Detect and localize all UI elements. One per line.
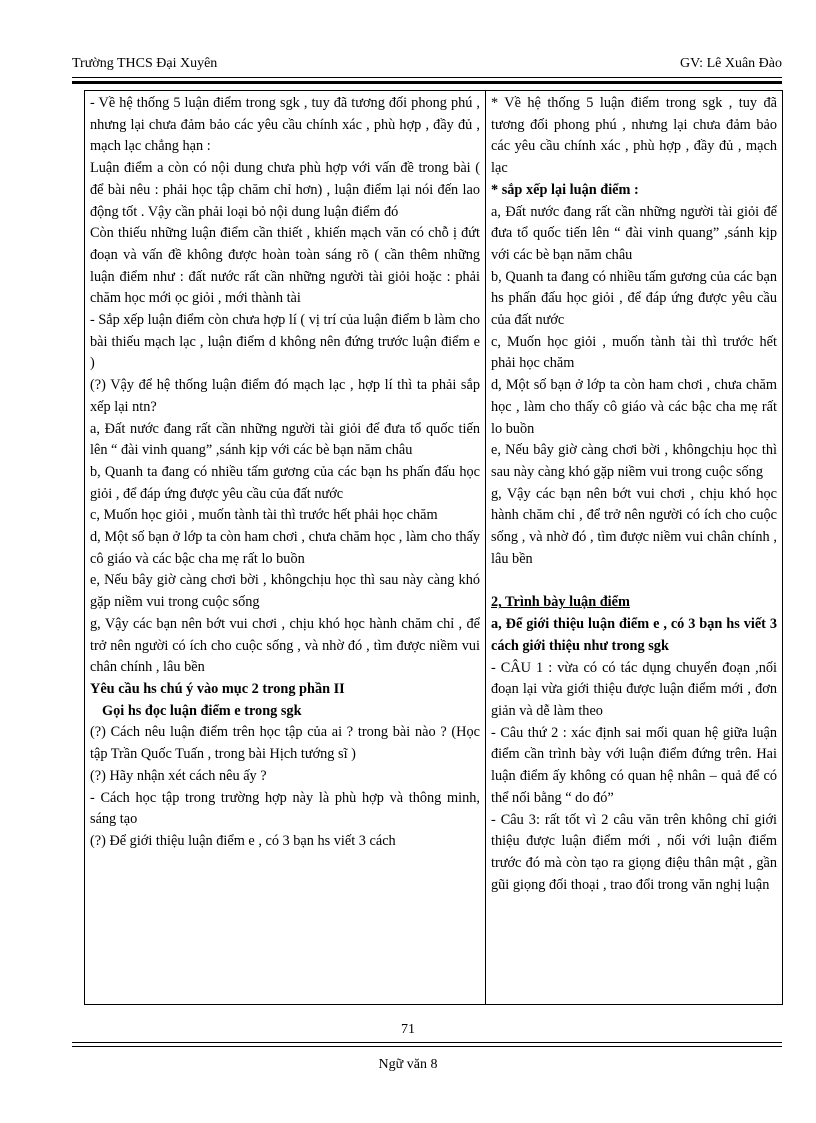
instruction-heading: Yêu cầu hs chú ý vào mục 2 trong phần II xyxy=(90,680,345,697)
spacer xyxy=(491,570,777,592)
point-c: c, Muốn học giỏi , muốn tành tài thì trước hết phải học chăm xyxy=(491,333,777,372)
point-g: g, Vậy các bạn nên bớt vui chơi , chịu khó học hành chăm chỉ , để trở nên người có ích cho cuộc sống , và nhờ đó , tìm được niềm vui chân chính , lâu bền xyxy=(90,615,480,676)
point-b: b, Quanh ta đang có nhiều tấm gương của các bạn hs phấn đấu học giỏi , để đáp ứng được yêu cầu của đất nước xyxy=(90,463,480,502)
footer-rule xyxy=(72,1042,782,1043)
teacher-name: GV: Lê Xuân Đào xyxy=(680,56,782,71)
point-c: c, Muốn học giỏi , muốn tành tài thì trước hết phải học chăm xyxy=(90,507,438,524)
point-a: a, Đất nước đang rất cần những người tài giỏi để đưa tổ quốc tiến lên “ đài vinh quang” ,sánh kịp với các bè bạn năm châu xyxy=(491,203,777,263)
lesson-row xyxy=(85,91,783,1005)
subsection-heading: a, Để giới thiệu luận điểm e , có 3 bạn hs viết 3 cách giới thiệu như trong sgk xyxy=(491,616,777,654)
header-rule-thin xyxy=(72,77,782,78)
question: (?) Hãy nhận xét cách nêu ấy ? xyxy=(90,767,267,784)
instruction-subheading: Gọi hs đọc luận điểm e trong sgk xyxy=(102,702,302,719)
school-name: Trường THCS Đại Xuyên xyxy=(72,56,218,71)
question: (?) Để giới thiệu luận điểm e , có 3 bạn hs viết 3 cách xyxy=(90,832,396,849)
paragraph: - CÂU 1 : vừa có có tác dụng chuyển đoạn ,nối đoạn lại vừa giới thiệu được luận điểm mới , đơn giản và dễ làm theo xyxy=(491,659,777,719)
question: (?) Cách nêu luận điểm trên học tập của ai ? trong bài nào ? (Học tập Trần Quốc Tuấn , trong bài Hịch tướng sĩ ) xyxy=(90,724,480,763)
section-heading: * sắp xếp lại luận điểm : xyxy=(491,181,639,198)
header-rule-thick xyxy=(72,81,782,84)
point-a: a, Đất nước đang rất cần những người tài giỏi để đưa tổ quốc tiến lên “ đài vinh quang” ,sánh kịp với các bè bạn năm châu xyxy=(90,420,480,459)
footer-subject: Ngữ văn 8 xyxy=(378,1057,438,1072)
point-e: e, Nếu bây giờ càng chơi bời , khôngchịu học thì sau này càng khó gặp niềm vui trong cuộc sống xyxy=(491,442,777,480)
question: (?) Vậy để hệ thống luận điểm đó mạch lạc , hợp lí thì ta phải sắp xếp lại ntn? xyxy=(90,377,480,415)
point-d: d, Một số bạn ở lớp ta còn ham chơi , chưa chăm học , làm cho thấy cô giáo và các bậc cha mẹ rất lo buồn xyxy=(491,377,777,437)
paragraph: - Câu thứ 2 : xác định sai mối quan hệ giữa luận điểm cần trình bày với luận điểm đứng trên. Hai luận điểm ấy không có quan hệ nhân – quả để có thể nối bằng “ do đó” xyxy=(491,724,777,806)
point-e: e, Nếu bây giờ càng chơi bời , khôngchịu học thì sau này càng khó gặp niềm vui trong cuộc sống xyxy=(90,572,480,611)
student-activity-column xyxy=(486,91,783,1005)
point-g: g, Vậy các bạn nên bớt vui chơi , chịu khó học hành chăm chỉ , để trở nên người có ích cho cuộc sống , và nhờ đó , tìm được niềm vui chân chính , lâu bền xyxy=(491,485,777,567)
paragraph: * Về hệ thống 5 luận điểm trong sgk , tuy đã tương đối phong phú , nhưng lại chưa đảm bảo các yêu cầu chính xác , phù hợp , đầy đủ , mạch lạc xyxy=(491,95,777,177)
page-header xyxy=(72,56,782,78)
paragraph: Còn thiếu những luận điểm cần thiết , khiến mạch văn có chỗ ị đứt đoạn và vấn đề không được hoàn toàn sáng rõ ( cần thêm những luận điểm như : đất nước rất cần những người tài giỏi hoặc : phải chăm học mới ọc giỏi , mới thành tài xyxy=(90,225,480,307)
paragraph: - Câu 3: rất tốt vì 2 câu văn trên không chỉ giới thiệu được luận điểm mới , nối với luận điểm trước đó mà còn tạo ra giọng điệu thân mật , gần gũi giọng đối thoại , trao đổi trong văn nghị luận xyxy=(491,811,777,893)
point-b: b, Quanh ta đang có nhiều tấm gương của các bạn hs phấn đấu học giỏi , để đáp ứng được yêu cầu của đất nước xyxy=(491,268,777,329)
teacher-activity-column xyxy=(85,91,486,1005)
lesson-table xyxy=(84,90,783,1005)
point-d: d, Một số bạn ở lớp ta còn ham chơi , chưa chăm học , làm cho thấy cô giáo và các bậc cha mẹ rất lo buồn xyxy=(90,529,480,567)
footer-rule xyxy=(72,1046,782,1047)
paragraph: - Cách học tập trong trường hợp này là phù hợp và thông minh, sáng tạo xyxy=(90,789,480,828)
section-heading: 2, Trình bày luận điểm xyxy=(491,594,630,611)
page-number: 71 xyxy=(401,1022,415,1037)
paragraph: - Về hệ thống 5 luận điểm trong sgk , tuy đã tương đối phong phú , nhưng lại chưa đảm bảo các yêu cầu chính xác , phù hợp , đầy đủ , mạch lạc chẳng hạn : xyxy=(90,95,480,155)
paragraph: - Sắp xếp luận điểm còn chưa hợp lí ( vị trí của luận điểm b làm cho bài thiếu mạch lạc , luận điểm d không nên đứng trước luận điểm e ) xyxy=(90,312,480,372)
paragraph: Luận điểm a còn có nội dung chưa phù hợp với vấn đề trong bài ( để bài nêu : phải học tập chăm chỉ hơn) , luận điểm lại nói đến lao động tốt . Vậy cần phải loại bỏ nội dung luận điểm đó xyxy=(90,160,480,220)
